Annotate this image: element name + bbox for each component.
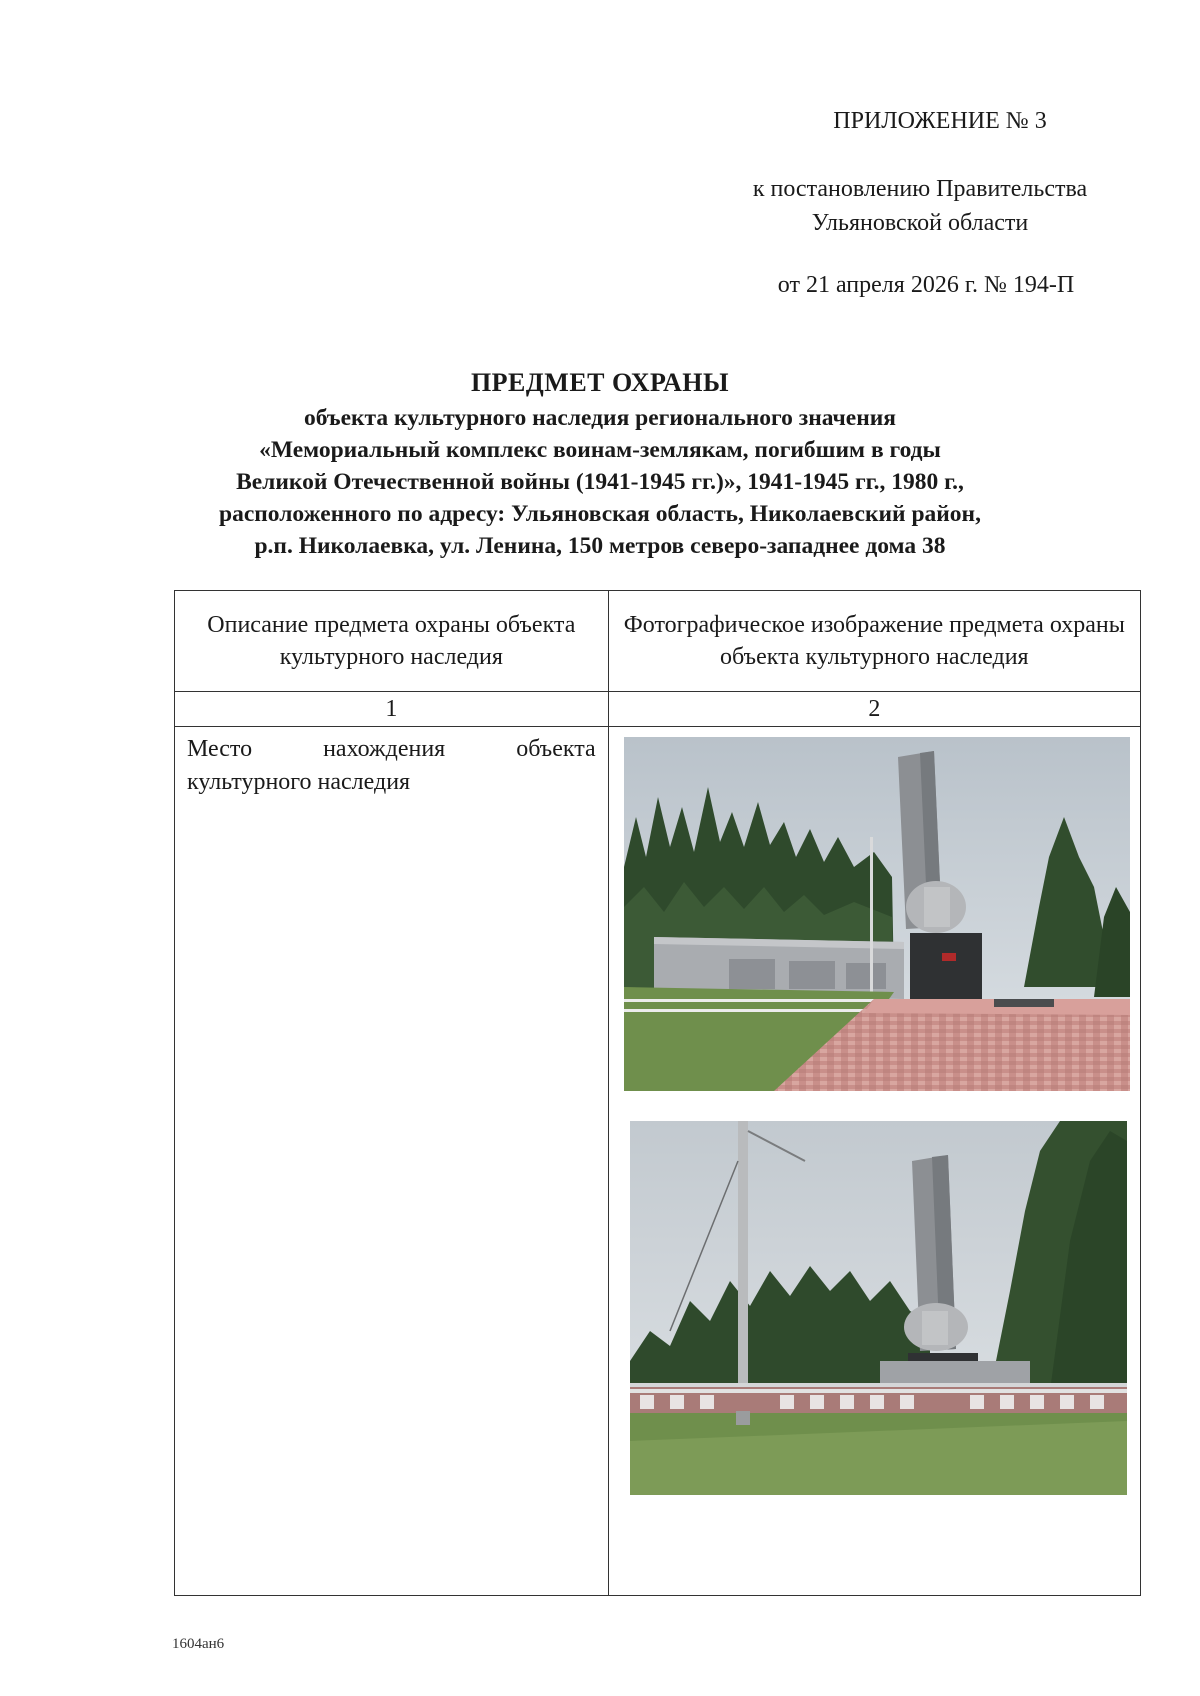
title-line-3: Великой Отечественной войны (1941-1945 гг.)», 1941-1945 гг., 1980 г., [236, 469, 964, 495]
memorial-photo-1-image [624, 737, 1130, 1091]
table-row [175, 727, 1141, 1596]
document-stamp: 1604ан6 [172, 1636, 225, 1652]
annex-reference-line-2: Ульяновской области [811, 210, 1029, 236]
annex-date: от 21 апреля 2026 г. № 194-П [777, 272, 1075, 298]
header-description: Описание предмета охраны объекта культурного наследия [175, 591, 609, 692]
document-title [150, 366, 1050, 562]
table-header-row [175, 591, 1141, 692]
annex-number: ПРИЛОЖЕНИЕ № 3 [833, 108, 1047, 134]
column-number-2: 2 [608, 692, 1140, 727]
annex-reference-line-1: к постановлению Правительства [752, 176, 1088, 202]
title-main: ПРЕДМЕТ ОХРАНЫ [470, 368, 730, 397]
title-line-5: р.п. Николаевка, ул. Ленина, 150 метров северо-западнее дома 38 [254, 533, 946, 559]
table-number-row [175, 692, 1141, 727]
title-line-1: объекта культурного наследия регионального значения [303, 405, 897, 431]
protection-subject-table [174, 590, 1141, 1596]
title-line-4: расположенного по адресу: Ульяновская область, Николаевский район, [219, 501, 981, 527]
description-cell: Место нахождения объекта культурного наследия [175, 727, 609, 1596]
memorial-photo-2 [630, 1121, 1127, 1495]
title-line-2: «Мемориальный комплекс воинам-землякам, погибшим в годы [259, 437, 941, 463]
memorial-photo-2-image [630, 1121, 1127, 1495]
header-photo: Фотографическое изображение предмета охраны объекта культурного наследия [608, 591, 1140, 692]
memorial-photo-1 [624, 737, 1130, 1091]
annex-reference [700, 172, 1140, 240]
column-number-1: 1 [175, 692, 609, 727]
photo-cell [608, 727, 1140, 1596]
